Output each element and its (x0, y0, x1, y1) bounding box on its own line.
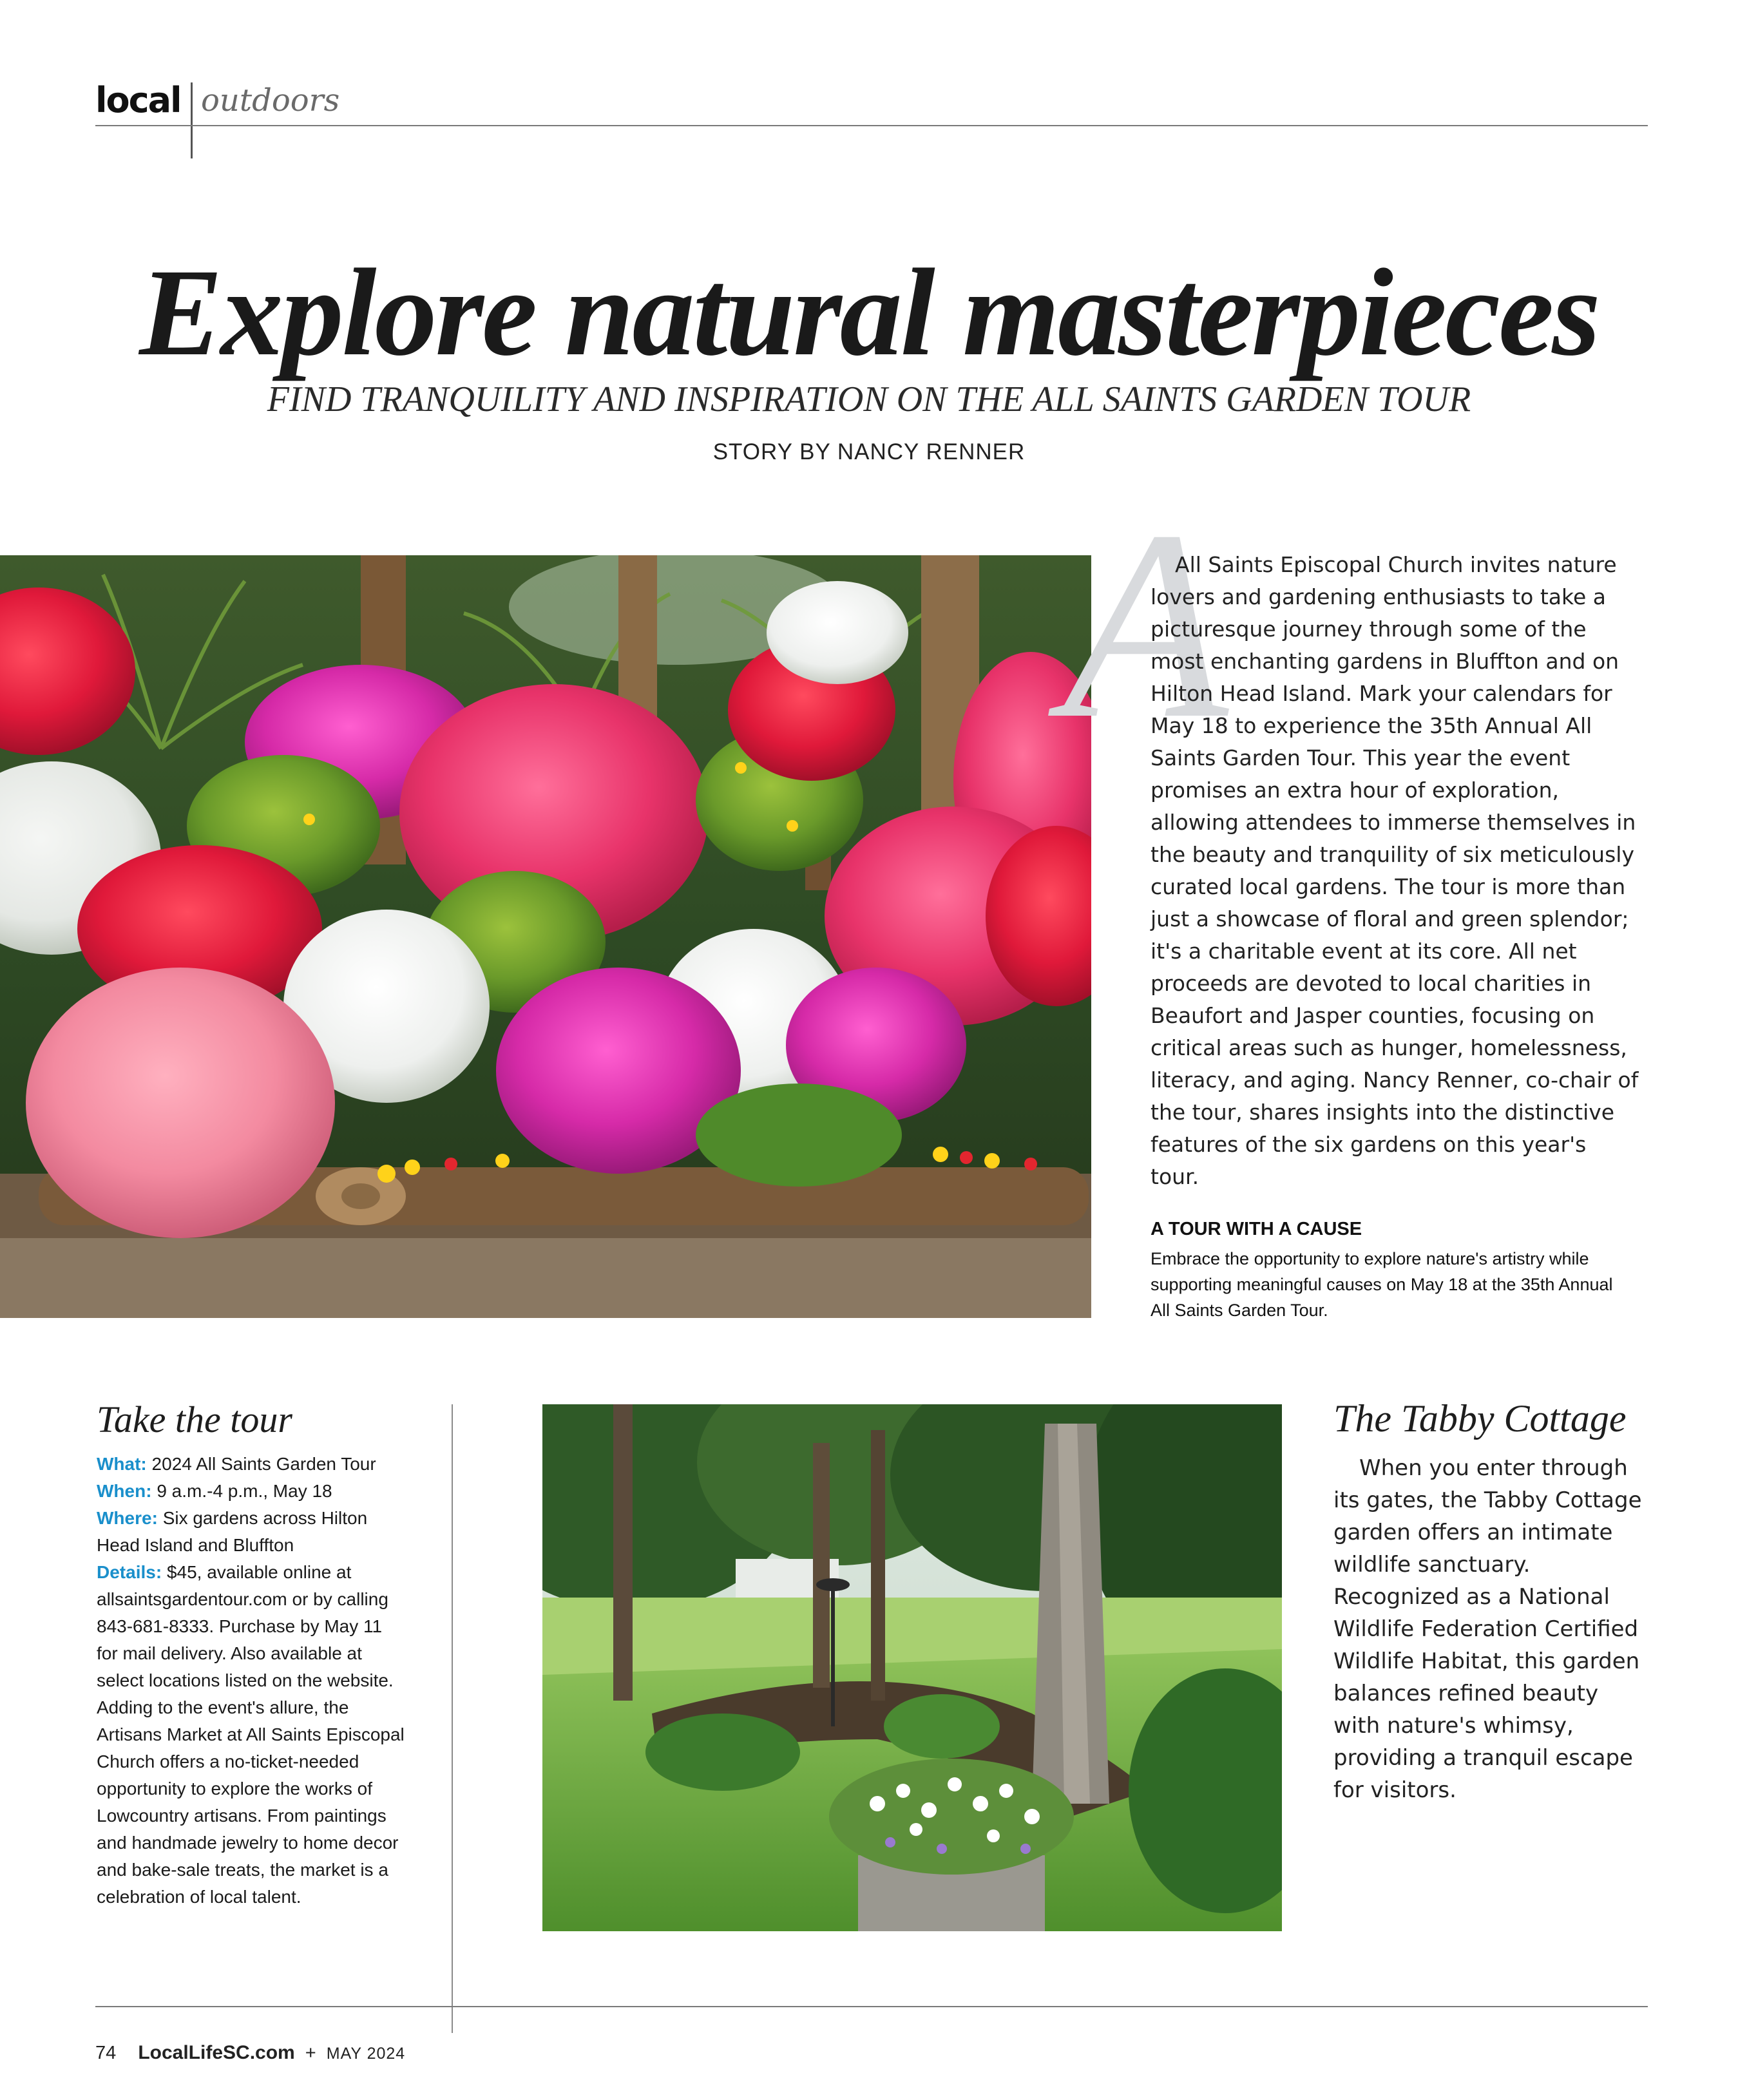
header-rule (95, 125, 1648, 126)
footer (95, 2042, 405, 2064)
tabby-garden-illustration (542, 1404, 1282, 1931)
sidebar-where (97, 1505, 406, 1559)
byline: STORY BY NANCY RENNER (712, 439, 1026, 464)
sidebar-divider (452, 1404, 453, 2033)
tabby-text: When you enter through its gates, the Tabby Cottage garden offers an intimate wildlife sanctuary. Recognized as a National Wildlife Federation Certified Wildlife Habitat, this garden balances refined beauty with nature's whimsy, providing a tranquil escape for visitors. (1333, 1455, 1642, 1803)
sidebar-title: Take the tour (97, 1398, 292, 1440)
sidebar-what (97, 1451, 406, 1478)
intro-paragraph (1151, 549, 1640, 1193)
section-label: local (95, 80, 181, 120)
what-label: What: (97, 1454, 147, 1474)
intro-text: All Saints Episcopal Church invites nature lovers and gardening enthusiasts to take a picturesque journey through some of the most enchanting gardens in Bluffton and on Hilton Head Island. Mark your calendars for May 18 to experience the 35th Annual All Saints Garden Tour. This year the event promises an extra hour of exploration, allowing attendees to immerse themselves in the beauty and tranquility of six meticulously curated local gardens. The tour is more than just a showcase of floral and green splendor; it's a charitable event at its core. All net proceeds are devoted to local charities in Beaufort and Jasper counties, focusing on critical areas such as hunger, homelessness, literacy, and aging. Nancy Renner, co-chair of the tour, shares insights into the distinctive features of the six gardens on this year's tour. (1151, 552, 1639, 1189)
article-subtitle: FIND TRANQUILITY AND INSPIRATION ON THE ALL SAINTS GARDEN TOUR (267, 379, 1471, 419)
what-value: 2024 All Saints Garden Tour (151, 1454, 376, 1474)
where-value: Six gardens across Hilton Head Island and Bluffton (97, 1508, 368, 1555)
tabby-paragraph (1333, 1452, 1643, 1806)
sidebar-when (97, 1478, 406, 1505)
when-label: When: (97, 1481, 152, 1501)
details-label: Details: (97, 1562, 162, 1582)
tabby-title: The Tabby Cottage (1333, 1397, 1627, 1440)
issue-date: MAY 2024 (326, 2045, 406, 2063)
azalea-garden-illustration (0, 555, 1091, 1318)
caption-text: Embrace the opportunity to explore nature's artistry while supporting meaningful causes on May 18 at the 35th Annual All Saints Garden Tour. (1151, 1249, 1613, 1320)
when-value: 9 a.m.-4 p.m., May 18 (157, 1481, 332, 1501)
footer-rule (95, 2006, 1648, 2007)
page-number: 74 (95, 2043, 117, 2063)
site-link[interactable]: LocalLifeSC.com (138, 2042, 295, 2063)
drop-cap: A (1063, 475, 1228, 774)
hero-photo-azalea-garden (0, 555, 1091, 1318)
where-label: Where: (97, 1508, 158, 1528)
footer-separator: + (305, 2043, 316, 2063)
tabby-cottage-photo (542, 1404, 1282, 1931)
subsection-label: outdoors (201, 82, 340, 119)
article-title: Explore natural masterpieces (139, 243, 1599, 381)
caption-heading: A TOUR WITH A CAUSE (1151, 1219, 1362, 1239)
details-value: $45, available online at allsaintsgardentour.com or by calling 843-681-8333. Purchase by May 11 for mail delivery. Also available at select locations listed on the website. Adding to the event's allure, the Artisans Market at All Saints Episcopal Church offers a no-ticket-needed opportunity to explore the works of Lowcountry artisans. From paintings and handmade jewelry to home decor and bake-sale treats, the market is a celebration of local talent. (97, 1562, 405, 1907)
header-divider (191, 82, 193, 158)
sidebar-details (97, 1451, 406, 1911)
sidebar-details-item (97, 1559, 406, 1911)
